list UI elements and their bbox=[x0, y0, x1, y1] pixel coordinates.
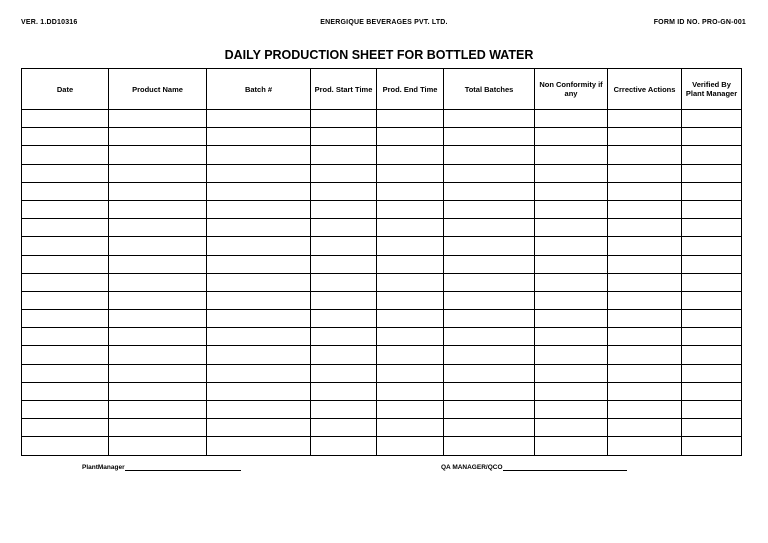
table-cell[interactable] bbox=[535, 437, 608, 455]
table-cell[interactable] bbox=[535, 237, 608, 255]
table-cell[interactable] bbox=[377, 346, 444, 364]
table-cell[interactable] bbox=[535, 419, 608, 437]
table-cell[interactable] bbox=[109, 401, 207, 419]
table-row bbox=[22, 364, 742, 382]
table-cell[interactable] bbox=[535, 110, 608, 128]
table-row bbox=[22, 437, 742, 455]
table-cell[interactable] bbox=[311, 291, 377, 309]
table-cell[interactable] bbox=[535, 346, 608, 364]
table-cell[interactable] bbox=[109, 419, 207, 437]
table-cell[interactable] bbox=[22, 310, 109, 328]
table-cell[interactable] bbox=[608, 273, 682, 291]
table-cell[interactable] bbox=[207, 200, 311, 218]
table-cell[interactable] bbox=[608, 128, 682, 146]
table-cell[interactable] bbox=[608, 310, 682, 328]
table-cell[interactable] bbox=[535, 364, 608, 382]
table-row bbox=[22, 419, 742, 437]
table-cell[interactable] bbox=[207, 182, 311, 200]
table-cell[interactable] bbox=[377, 310, 444, 328]
table-cell[interactable] bbox=[608, 364, 682, 382]
column-header-non-conformity: Non Conformity if any bbox=[535, 69, 608, 110]
version-label: VER. 1.DD10316 bbox=[21, 19, 78, 26]
table-cell[interactable] bbox=[109, 164, 207, 182]
table-row bbox=[22, 401, 742, 419]
table-row bbox=[22, 128, 742, 146]
table-cell[interactable] bbox=[311, 237, 377, 255]
table-cell[interactable] bbox=[682, 146, 742, 164]
table-row bbox=[22, 146, 742, 164]
table-cell[interactable] bbox=[682, 310, 742, 328]
table-cell[interactable] bbox=[22, 364, 109, 382]
table-cell[interactable] bbox=[444, 128, 535, 146]
table-cell[interactable] bbox=[535, 401, 608, 419]
table-cell[interactable] bbox=[535, 382, 608, 400]
table-row bbox=[22, 219, 742, 237]
table-cell[interactable] bbox=[535, 164, 608, 182]
column-header-corrective-actions: Crrective Actions bbox=[608, 69, 682, 110]
table-row bbox=[22, 200, 742, 218]
table-cell[interactable] bbox=[109, 110, 207, 128]
table-cell[interactable] bbox=[207, 146, 311, 164]
table-cell[interactable] bbox=[608, 255, 682, 273]
column-header-product-name: Product Name bbox=[109, 69, 207, 110]
table-cell[interactable] bbox=[682, 164, 742, 182]
table-header-row bbox=[22, 69, 742, 110]
table-cell[interactable] bbox=[109, 182, 207, 200]
table-cell[interactable] bbox=[377, 364, 444, 382]
table-cell[interactable] bbox=[207, 328, 311, 346]
table-cell[interactable] bbox=[444, 146, 535, 164]
table-cell[interactable] bbox=[608, 419, 682, 437]
table-cell[interactable] bbox=[22, 346, 109, 364]
table-cell[interactable] bbox=[377, 219, 444, 237]
table-cell[interactable] bbox=[444, 437, 535, 455]
table-cell[interactable] bbox=[311, 146, 377, 164]
table-cell[interactable] bbox=[109, 328, 207, 346]
table-cell[interactable] bbox=[207, 437, 311, 455]
table-cell[interactable] bbox=[682, 182, 742, 200]
table-cell[interactable] bbox=[311, 182, 377, 200]
form-number: FORM ID NO. PRO-GN-001 bbox=[653, 19, 746, 26]
table-cell[interactable] bbox=[682, 110, 742, 128]
table-cell[interactable] bbox=[682, 219, 742, 237]
table-row bbox=[22, 164, 742, 182]
table-cell[interactable] bbox=[377, 146, 444, 164]
table-cell[interactable] bbox=[535, 200, 608, 218]
table-cell[interactable] bbox=[535, 255, 608, 273]
table-cell[interactable] bbox=[22, 382, 109, 400]
table-body bbox=[22, 110, 742, 456]
table-row bbox=[22, 328, 742, 346]
column-header-start-time: Prod. Start Time bbox=[311, 69, 377, 110]
table-cell[interactable] bbox=[444, 219, 535, 237]
table-cell[interactable] bbox=[608, 328, 682, 346]
table-cell[interactable] bbox=[444, 419, 535, 437]
table-cell[interactable] bbox=[608, 291, 682, 309]
column-header-batch: Batch # bbox=[207, 69, 311, 110]
table-cell[interactable] bbox=[207, 110, 311, 128]
table-cell[interactable] bbox=[682, 291, 742, 309]
table-row bbox=[22, 182, 742, 200]
table-cell[interactable] bbox=[109, 310, 207, 328]
qa-manager-label: QA MANAGER/QCO bbox=[441, 464, 503, 471]
table-cell[interactable] bbox=[682, 200, 742, 218]
table-row bbox=[22, 237, 742, 255]
table-cell[interactable] bbox=[444, 382, 535, 400]
table-cell[interactable] bbox=[444, 346, 535, 364]
table-cell[interactable] bbox=[377, 382, 444, 400]
table-cell[interactable] bbox=[444, 310, 535, 328]
table-cell[interactable] bbox=[22, 164, 109, 182]
table-cell[interactable] bbox=[535, 291, 608, 309]
table-cell[interactable] bbox=[22, 401, 109, 419]
table-cell[interactable] bbox=[444, 110, 535, 128]
table-cell[interactable] bbox=[377, 401, 444, 419]
table-row bbox=[22, 310, 742, 328]
table-cell[interactable] bbox=[608, 346, 682, 364]
table-cell[interactable] bbox=[608, 437, 682, 455]
table-row bbox=[22, 255, 742, 273]
table-cell[interactable] bbox=[22, 128, 109, 146]
table-cell[interactable] bbox=[109, 128, 207, 146]
table-cell[interactable] bbox=[22, 182, 109, 200]
table-cell[interactable] bbox=[22, 419, 109, 437]
table-cell[interactable] bbox=[682, 382, 742, 400]
column-header-date: Date bbox=[22, 69, 109, 110]
table-cell[interactable] bbox=[535, 273, 608, 291]
table-cell[interactable] bbox=[444, 200, 535, 218]
table-cell[interactable] bbox=[311, 419, 377, 437]
table-cell[interactable] bbox=[109, 146, 207, 164]
table-cell[interactable] bbox=[109, 364, 207, 382]
table-cell[interactable] bbox=[311, 437, 377, 455]
page-title: DAILY PRODUCTION SHEET FOR BOTTLED WATER bbox=[224, 48, 534, 62]
table-cell[interactable] bbox=[608, 110, 682, 128]
table-cell[interactable] bbox=[207, 401, 311, 419]
table-cell[interactable] bbox=[377, 255, 444, 273]
table-cell[interactable] bbox=[207, 291, 311, 309]
production-table bbox=[21, 68, 742, 456]
table-row bbox=[22, 110, 742, 128]
table-cell[interactable] bbox=[377, 237, 444, 255]
table-cell[interactable] bbox=[377, 437, 444, 455]
table-cell[interactable] bbox=[22, 437, 109, 455]
table-cell[interactable] bbox=[608, 237, 682, 255]
table-cell[interactable] bbox=[109, 273, 207, 291]
qa-manager-signature bbox=[441, 464, 627, 471]
table-cell[interactable] bbox=[535, 182, 608, 200]
table-cell[interactable] bbox=[682, 255, 742, 273]
table-cell[interactable] bbox=[311, 401, 377, 419]
table-cell[interactable] bbox=[22, 273, 109, 291]
plant-manager-label: PlantManager bbox=[82, 464, 125, 471]
table-cell[interactable] bbox=[22, 146, 109, 164]
table-cell[interactable] bbox=[377, 128, 444, 146]
table-row bbox=[22, 291, 742, 309]
table-cell[interactable] bbox=[682, 437, 742, 455]
table-cell[interactable] bbox=[109, 255, 207, 273]
table-cell[interactable] bbox=[207, 419, 311, 437]
table-cell[interactable] bbox=[535, 310, 608, 328]
column-header-total-batches: Total Batches bbox=[444, 69, 535, 110]
table-cell[interactable] bbox=[207, 346, 311, 364]
table-cell[interactable] bbox=[109, 200, 207, 218]
table-cell[interactable] bbox=[207, 237, 311, 255]
table-cell[interactable] bbox=[22, 237, 109, 255]
table-cell[interactable] bbox=[608, 182, 682, 200]
table-cell[interactable] bbox=[444, 164, 535, 182]
table-cell[interactable] bbox=[22, 255, 109, 273]
table-cell[interactable] bbox=[535, 219, 608, 237]
table-cell[interactable] bbox=[535, 328, 608, 346]
table-cell[interactable] bbox=[109, 346, 207, 364]
column-header-verified-by: Verified By Plant Manager bbox=[682, 69, 742, 110]
table-cell[interactable] bbox=[311, 382, 377, 400]
table-cell[interactable] bbox=[311, 364, 377, 382]
table-cell[interactable] bbox=[109, 237, 207, 255]
table-cell[interactable] bbox=[682, 128, 742, 146]
table-cell[interactable] bbox=[682, 364, 742, 382]
table-cell[interactable] bbox=[682, 328, 742, 346]
table-cell[interactable] bbox=[377, 110, 444, 128]
table-cell[interactable] bbox=[444, 182, 535, 200]
table-cell[interactable] bbox=[444, 291, 535, 309]
table-cell[interactable] bbox=[207, 128, 311, 146]
table-cell[interactable] bbox=[22, 291, 109, 309]
table-cell[interactable] bbox=[377, 164, 444, 182]
table-cell[interactable] bbox=[207, 164, 311, 182]
table-cell[interactable] bbox=[207, 364, 311, 382]
table-cell[interactable] bbox=[109, 382, 207, 400]
table-cell[interactable] bbox=[608, 164, 682, 182]
table-cell[interactable] bbox=[608, 401, 682, 419]
table-cell[interactable] bbox=[311, 219, 377, 237]
table-cell[interactable] bbox=[608, 219, 682, 237]
table-cell[interactable] bbox=[444, 364, 535, 382]
table-cell[interactable] bbox=[207, 273, 311, 291]
plant-manager-signature bbox=[82, 464, 241, 471]
table-row bbox=[22, 382, 742, 400]
table-cell[interactable] bbox=[377, 273, 444, 291]
table-cell[interactable] bbox=[207, 219, 311, 237]
table-cell[interactable] bbox=[444, 328, 535, 346]
table-cell[interactable] bbox=[682, 346, 742, 364]
table-cell[interactable] bbox=[311, 164, 377, 182]
table-cell[interactable] bbox=[444, 237, 535, 255]
table-cell[interactable] bbox=[377, 291, 444, 309]
table-cell[interactable] bbox=[22, 110, 109, 128]
table-cell[interactable] bbox=[22, 328, 109, 346]
table-cell[interactable] bbox=[535, 146, 608, 164]
table-cell[interactable] bbox=[109, 219, 207, 237]
table-cell[interactable] bbox=[311, 273, 377, 291]
table-cell[interactable] bbox=[311, 310, 377, 328]
table-cell[interactable] bbox=[608, 146, 682, 164]
table-cell[interactable] bbox=[311, 328, 377, 346]
table-cell[interactable] bbox=[444, 255, 535, 273]
table-cell[interactable] bbox=[377, 328, 444, 346]
table-cell[interactable] bbox=[311, 255, 377, 273]
table-cell[interactable] bbox=[682, 419, 742, 437]
table-cell[interactable] bbox=[682, 237, 742, 255]
table-cell[interactable] bbox=[682, 401, 742, 419]
table-cell[interactable] bbox=[207, 255, 311, 273]
column-header-end-time: Prod. End Time bbox=[377, 69, 444, 110]
table-cell[interactable] bbox=[608, 200, 682, 218]
table-cell[interactable] bbox=[311, 346, 377, 364]
table-cell[interactable] bbox=[444, 273, 535, 291]
table-cell[interactable] bbox=[207, 310, 311, 328]
plant-manager-signature-line[interactable] bbox=[125, 470, 241, 471]
qa-manager-signature-line[interactable] bbox=[503, 470, 627, 471]
table-row bbox=[22, 273, 742, 291]
table-cell[interactable] bbox=[207, 382, 311, 400]
table-cell[interactable] bbox=[608, 382, 682, 400]
table-row bbox=[22, 346, 742, 364]
table-cell[interactable] bbox=[377, 419, 444, 437]
table-cell[interactable] bbox=[109, 437, 207, 455]
table-cell[interactable] bbox=[22, 200, 109, 218]
table-cell[interactable] bbox=[377, 200, 444, 218]
table-cell[interactable] bbox=[682, 273, 742, 291]
table-cell[interactable] bbox=[535, 128, 608, 146]
table-cell[interactable] bbox=[311, 200, 377, 218]
table-cell[interactable] bbox=[444, 401, 535, 419]
company-name: ENERGIQUE BEVERAGES PVT. LTD. bbox=[320, 19, 448, 26]
table-cell[interactable] bbox=[109, 291, 207, 309]
table-cell[interactable] bbox=[377, 182, 444, 200]
table-cell[interactable] bbox=[22, 219, 109, 237]
table-cell[interactable] bbox=[311, 128, 377, 146]
table-cell[interactable] bbox=[311, 110, 377, 128]
